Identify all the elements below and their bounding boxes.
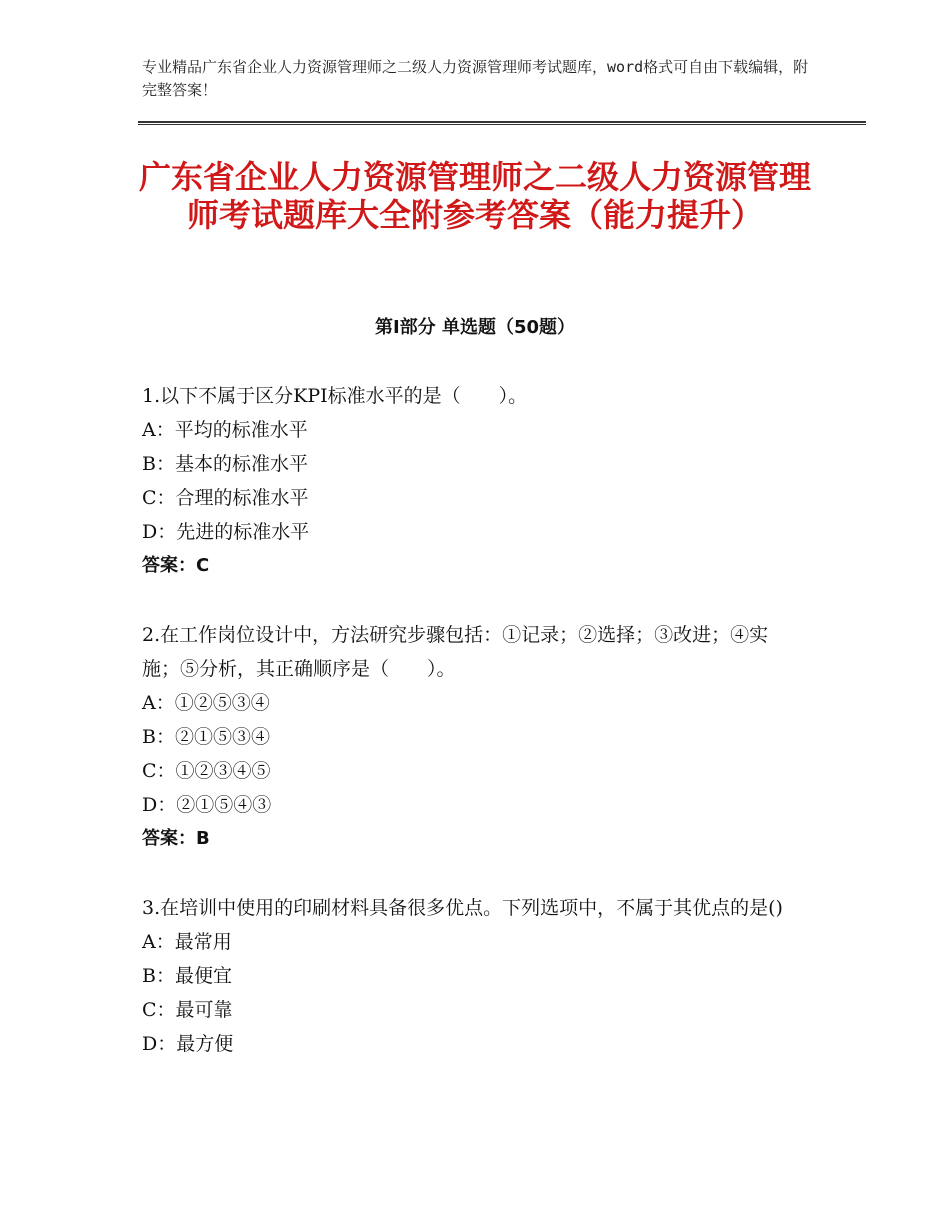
header-divider: [138, 121, 866, 123]
question-text: 1.以下不属于区分KPI标准水平的是（ ）。: [142, 385, 528, 407]
question-1: [142, 379, 802, 583]
option-b: B：最便宜: [142, 965, 232, 987]
option-b: B：基本的标准水平: [142, 453, 308, 475]
option-d: D：②①⑤④③: [142, 794, 272, 816]
option-c: C：合理的标准水平: [142, 487, 309, 509]
option-c: C：①②③④⑤: [142, 760, 271, 782]
question-text: 3.在培训中使用的印刷材料具备很多优点。下列选项中，不属于其优点的是(): [142, 897, 783, 919]
header-divider-thin: [138, 124, 866, 125]
option-d: D：最方便: [142, 1033, 234, 1055]
option-c: C：最可靠: [142, 999, 233, 1021]
option-a: A：最常用: [142, 931, 232, 953]
answer: 答案：B: [142, 828, 210, 849]
header-note: 专业精品广东省企业人力资源管理师之二级人力资源管理师考试题库，word格式可自由下载编辑，附完整答案！: [142, 58, 809, 99]
option-a: A：平均的标准水平: [142, 419, 308, 441]
question-3: [142, 891, 802, 1061]
question-2: [142, 618, 802, 856]
option-d: D：先进的标准水平: [142, 521, 310, 543]
answer: 答案：C: [142, 555, 210, 576]
document-title: 广东省企业人力资源管理师之二级人力资源管理师考试题库大全附参考答案（能力提升）: [138, 158, 811, 234]
question-text: 2.在工作岗位设计中，方法研究步骤包括：①记录；②选择；③改进；④实施；⑤分析，其正确顺序是（ ）。: [142, 624, 769, 680]
section-heading: 第Ⅰ部分 单选题（50题）: [374, 317, 575, 338]
option-a: A：①②⑤③④: [142, 692, 270, 714]
option-b: B：②①⑤③④: [142, 726, 270, 748]
